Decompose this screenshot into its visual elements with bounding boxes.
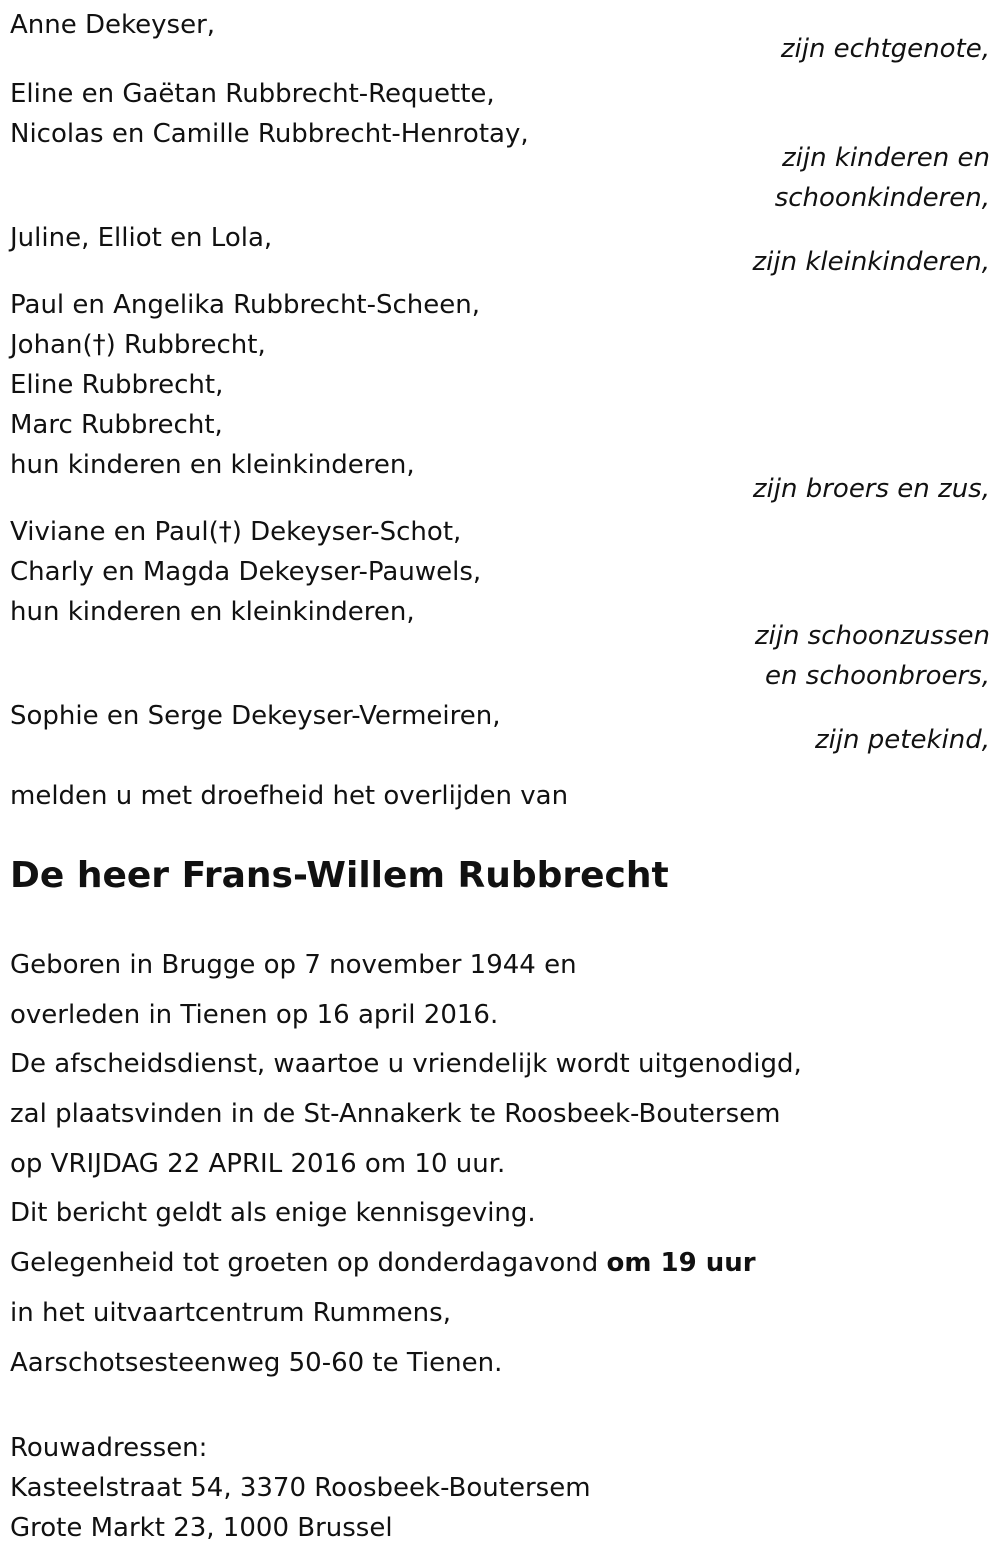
address-line: Kasteelstraat 54, 3370 Roosbeek-Boutersem [10,1473,591,1504]
family-name-line: Johan(†) Rubbrecht, [10,330,266,360]
family-name-line: Nicolas en Camille Rubbrecht-Henrotay, [10,119,529,149]
family-name-line: Viviane en Paul(†) Dekeyser-Schot, [10,517,462,547]
family-group-godchild [10,696,990,760]
detail-line: Aarschotsesteenweg 50-60 te Tienen. [10,1347,503,1378]
family-name-line: Juline, Elliot en Lola, [10,223,273,253]
detail-line: in het uitvaartcentrum Rummens, [10,1297,451,1328]
family-name-line: Eline Rubbrecht, [10,370,224,400]
obituary-notice [10,0,990,1548]
family-role-line: en schoonbroers, [765,661,990,691]
family-group-spouse [10,5,990,69]
family-role-line: zijn petekind, [814,725,990,755]
family-name-line: Anne Dekeyser, [10,10,216,40]
detail-line: zal plaatsvinden in de St-Annakerk te Roosbeek-Boutersem [10,1099,781,1130]
family-role-line: schoonkinderen, [774,183,990,213]
family-role-line: zijn broers en zus, [752,474,990,504]
visitation-line [10,1239,990,1289]
family-role-line: zijn schoonzussen [754,621,990,651]
detail-line: overleden in Tienen op 16 april 2016. [10,999,499,1030]
visitation-time: om 19 uur [606,1248,756,1279]
announcement-text: melden u met droefheid het overlijden van [10,781,569,811]
family-name-line: Paul en Angelika Rubbrecht-Scheen, [10,290,481,320]
family-name-line: Sophie en Serge Dekeyser-Vermeiren, [10,701,501,731]
family-group-in-laws [10,512,990,696]
funeral-details [10,941,990,1388]
addresses-label: Rouwadressen: [10,1433,208,1464]
family-name-line: Eline en Gaëtan Rubbrecht-Requette, [10,79,495,109]
visitation-text: Gelegenheid tot groeten op donderdagavond [10,1248,607,1279]
family-role-line: zijn kinderen en [782,143,990,173]
condolence-addresses [10,1428,990,1548]
family-name-line: Marc Rubbrecht, [10,410,223,440]
family-role-line: zijn kleinkinderen, [752,247,990,277]
detail-line: Dit bericht geldt als enige kennisgeving. [10,1198,536,1229]
address-line: Grote Markt 23, 1000 Brussel [10,1513,393,1544]
detail-line: De afscheidsdienst, waartoe u vriendelijk wordt uitgenodigd, [10,1049,802,1080]
deceased-name: De heer Frans-Willem Rubbrecht [10,855,669,896]
detail-line: op VRIJDAG 22 APRIL 2016 om 10 uur. [10,1148,506,1179]
family-group-children [10,74,990,218]
family-group-siblings [10,285,990,509]
family-name-line: hun kinderen en kleinkinderen, [10,597,415,627]
family-role-line: zijn echtgenote, [780,34,990,64]
family-group-grandchildren [10,218,990,282]
family-name-line: hun kinderen en kleinkinderen, [10,450,415,480]
detail-line: Geboren in Brugge op 7 november 1944 en [10,950,577,980]
family-name-line: Charly en Magda Dekeyser-Pauwels, [10,557,482,587]
